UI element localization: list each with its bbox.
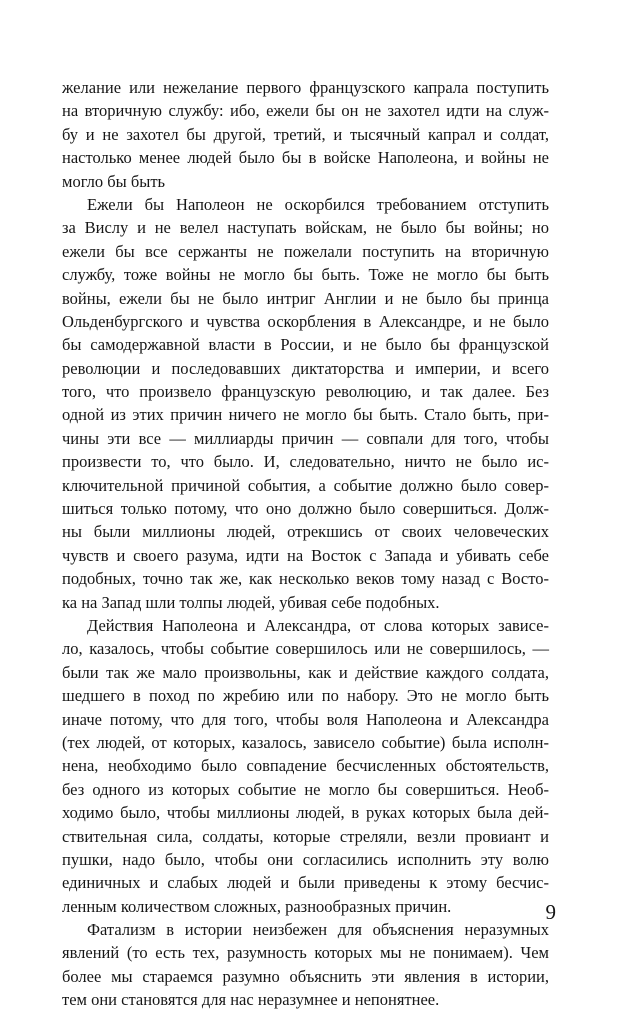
text-line: одной из этих причин ничего не могло бы быть. Стало быть, при- xyxy=(62,405,549,425)
text-line: единичных и слабых людей и были приведены к этому бесчис- xyxy=(62,873,549,893)
text-line: на вторичную службу: ибо, ежели бы он не захотел идти на служ- xyxy=(62,101,549,121)
text-line: ствительная сила, солдаты, которые стреляли, везли провиант и xyxy=(62,826,549,846)
text-line: произвести то, что было. И, следовательно, ничто не было ис- xyxy=(62,452,549,472)
text-line: ходимо было, чтобы миллионы людей, в руках которых была дей- xyxy=(62,803,549,823)
text-line: ежели бы все сержанты не пожелали поступить на вторичную xyxy=(62,241,549,261)
text-line: иначе потому, что для того, чтобы воля Наполеона и Александра xyxy=(62,709,549,729)
text-line: желание или нежелание первого французского капрала поступить xyxy=(62,78,549,97)
text-line: ны были миллионы людей, отрекшись от своих человеческих xyxy=(62,522,549,542)
text-line: ленным количеством сложных, разнообразных причин. xyxy=(62,896,452,916)
text-line: ка на Запад шли толпы людей, убивая себе подобных. xyxy=(62,592,440,612)
text-line: более мы стараемся разумно объяснить эти явления в истории, xyxy=(62,966,549,986)
text-line: настолько менее людей было бы в войске Наполеона, и войны не xyxy=(62,148,549,168)
body-text xyxy=(62,76,549,1012)
paragraph-2 xyxy=(62,193,549,614)
text-line: революции и последовавших диктаторства и империи, и всего xyxy=(62,358,549,378)
text-line: ключительной причиной события, а событие должно было совер- xyxy=(62,475,549,495)
text-line: нена, необходимо было совпадение бесчисленных обстоятельств, xyxy=(62,756,549,776)
text-line: тем они становятся для нас неразумнее и непонятнее. xyxy=(62,990,440,1010)
text-line: за Вислу и не велел наступать войскам, не было бы войны; но xyxy=(62,218,549,238)
text-line: явлений (то есть тех, разумность которых мы не понимаем). Чем xyxy=(62,943,549,963)
text-line: службу, тоже войны не могло бы быть. Тоже не могло бы быть xyxy=(62,265,549,285)
text-line: Фатализм в истории неизбежен для объяснения неразумных xyxy=(87,920,549,940)
text-line: войны, ежели бы не было интриг Англии и не было бы принца xyxy=(62,288,549,308)
text-line: без одного из которых событие не могло бы совершиться. Необ- xyxy=(62,779,549,799)
text-line: подобных, точно так же, как несколько веков тому назад с Восто- xyxy=(62,569,549,589)
page-number: 9 xyxy=(545,900,556,924)
text-line: Ольденбургского и чувства оскорбления в Александре, и не было xyxy=(62,311,549,331)
text-line: пушки, надо было, чтобы они согласились исполнить эту волю xyxy=(62,849,549,869)
text-line: шедшего в поход по жребию или по набору. Это не могло быть xyxy=(62,686,549,706)
text-line: чины эти все — миллиарды причин — совпали для того, чтобы xyxy=(62,428,549,448)
text-line: были так же мало произвольны, как и действие каждого солдата, xyxy=(62,662,549,682)
text-line: бы самодержавной власти в России, и не было бы французской xyxy=(62,335,549,355)
text-line: (тех людей, от которых, казалось, зависело событие) была исполн- xyxy=(62,732,549,752)
text-line: чувств и своего разума, идти на Восток с Запада и убивать себе xyxy=(62,545,549,565)
text-line: Ежели бы Наполеон не оскорбился требованием отступить xyxy=(87,194,549,214)
paragraph-4 xyxy=(62,918,549,1012)
text-line: шиться только потому, что оно должно было совершиться. Долж- xyxy=(62,499,549,519)
paragraph-3 xyxy=(62,614,549,918)
text-line: бу и не захотел бы другой, третий, и тысячный капрал и солдат, xyxy=(62,124,549,144)
paragraph-1 xyxy=(62,76,549,193)
text-line: ло, казалось, чтобы событие совершилось или не совершилось, — xyxy=(62,639,549,659)
text-line: Действия Наполеона и Александра, от слова которых зависе- xyxy=(87,615,549,635)
text-line: могло бы быть xyxy=(62,171,166,191)
text-line: того, что произвело французскую революцию, и так далее. Без xyxy=(62,382,549,402)
